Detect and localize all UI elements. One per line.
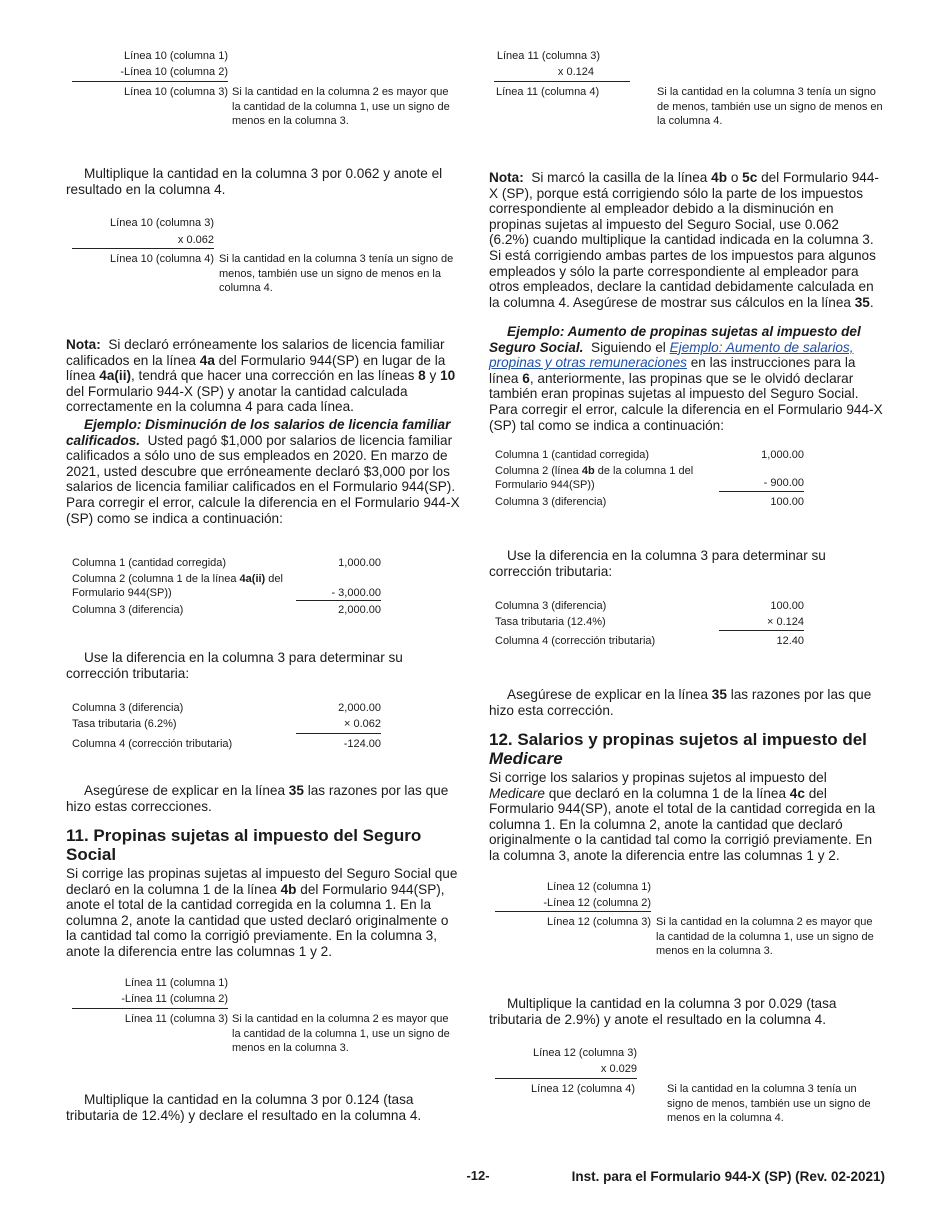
divider	[719, 491, 804, 492]
paragraph: Multiplique la cantidad en la columna 3 por 0.029 (tasa tributaria de 2.9%) y anote el resultado en la columna 4.	[489, 996, 837, 1027]
paragraph: Multiplique la cantidad en la columna 3 por 0.124 (tasa tributaria de 12.4%) y declare el resultado en la columna 4.	[66, 1092, 422, 1123]
text: que declaró en la columna 1 de la línea	[548, 785, 787, 801]
divider	[296, 733, 381, 734]
ejemplo-paragraph	[489, 324, 883, 433]
text: del Formulario 944-X (SP), porque está corrigiendo sólo la parte de los impuestos correspondiente al empleador debido a la disminución en propinas sujetas al impuesto del Seguro Social, use 0.062 (6.2%) cuando multiplique la cantidad indicada en la columna 3. Si está corrigiendo ambas partes de los impuestos para algunos empleados y sólo la parte correspondiente al empleador para otros empleados, declare la cantidad debidamente calculada en la columna 4. Asegúrese de mostrar sus cálculos en la línea	[489, 170, 879, 310]
paragraph: Use la diferencia en la columna 3 para determinar su corrección tributaria:	[489, 548, 826, 579]
table-value: 2,000.00	[338, 702, 381, 714]
paragraph	[66, 866, 460, 960]
text: Columna 2 (línea	[495, 465, 579, 477]
table-value: 100.00	[770, 600, 804, 612]
table-value: - 900.00	[763, 477, 804, 489]
text: del Formulario 944(SP))	[72, 573, 283, 599]
paragraph	[66, 783, 458, 814]
text: del Formulario 944(SP), anote el total de la cantidad corregida en la columna 1. En la columna 2, anote la cantidad que usted declaró originalmente o la cantidad tal como la corrigió previamente. En la columna 3, anote la diferencia entre las columnas 1 y 2.	[66, 881, 449, 959]
text: de la columna 1 del Formulario 944(SP))	[495, 465, 694, 491]
ejemplo-link[interactable]: Ejemplo: Aumento de salarios, propinas y otras remuneraciones	[489, 339, 854, 371]
table-value: -124.00	[343, 738, 381, 750]
text: , tendrá que hacer una corrección en las líneas	[131, 368, 415, 384]
text: Asegúrese de explicar en la línea	[84, 783, 286, 798]
divider	[494, 81, 630, 82]
text: .	[869, 294, 874, 310]
divider	[495, 911, 651, 912]
calc-row: Línea 10 (columna 3)	[124, 86, 228, 98]
text: Usted pagó $1,000 por salarios de licencia familiar calificados a sólo uno de sus empleados en 2020. En marzo de 2021, usted descubre que erróneamente declaró $3,000 por los salarios de licencia familiar calificados en el Formulario 944(SP). Para corregir el error, calcule la diferencia en el Formulario 944-X (SP) como se indica a continuación:	[66, 432, 460, 526]
nota-paragraph	[489, 170, 881, 310]
table-label: Columna 1 (cantidad corregida)	[495, 449, 650, 461]
text-bold: 10	[440, 368, 456, 384]
section-heading	[489, 730, 881, 768]
table-label: Tasa tributaria (12.4%)	[495, 616, 606, 628]
calc-note: Si la cantidad en la columna 2 es mayor que la cantidad de la columna 1, use un signo de menos en la columna 3.	[232, 86, 450, 127]
text-bold: 4c	[789, 785, 805, 801]
calc-row: Línea 12 (columna 3)	[533, 1047, 637, 1059]
text: del Formulario 944(SP), anote el total de la cantidad corregida en la columna 1. En la columna 2, anote la cantidad que declaró originalmente o la cantidad tal como la corrigió previamente. En la columna 3, anote la diferencia entre las columnas 1 y 2.	[489, 785, 876, 863]
text: 12. Salarios y propinas sujetos al impuesto del	[489, 730, 867, 749]
text: Siguiendo el	[591, 339, 666, 355]
text: o	[730, 170, 739, 185]
text: Si marcó la casilla de la línea	[531, 170, 708, 185]
calc-row: Línea 12 (columna 4)	[531, 1083, 635, 1095]
table-label: Columna 3 (diferencia)	[72, 604, 184, 616]
table-value: × 0.124	[766, 616, 804, 628]
calc-row: Línea 11 (columna 3)	[496, 50, 600, 62]
calc-row: -Línea 12 (columna 2)	[543, 897, 651, 909]
text: en las instrucciones para la línea	[489, 355, 856, 386]
text-italic: Medicare	[489, 749, 563, 768]
text: , anteriormente, las propinas que se le olvidó declarar también eran propinas sujetas al impuesto del Seguro Social. Para corregir el error, calcule la diferencia en el Formulario 944-X (SP) tal como se indica a continuación:	[489, 370, 883, 433]
calc-row: Línea 10 (columna 3)	[110, 217, 214, 229]
text-bold: 4a(ii)	[239, 573, 266, 585]
divider	[72, 81, 228, 82]
text-bold: 35	[854, 294, 870, 310]
calc-note: Si la cantidad en la columna 3 tenía un signo de menos, también use un signo de menos en la columna 4.	[219, 253, 454, 294]
text: Asegúrese de explicar en la línea	[507, 687, 709, 702]
text: las razones por las que hizo estas correcciones.	[66, 783, 449, 814]
calc-note: Si la cantidad en la columna 3 tenía un signo de menos, también use un signo de menos en la columna 4.	[667, 1083, 871, 1124]
calc-row: Línea 11 (columna 3)	[124, 1013, 228, 1025]
text-bold: 5c	[742, 170, 758, 185]
calc-row: Línea 12 (columna 1)	[547, 881, 651, 893]
calc-row: Línea 10 (columna 4)	[110, 253, 214, 265]
table-value: 12.40	[776, 635, 804, 647]
calc-row: Línea 11 (columna 4)	[496, 86, 600, 98]
nota-paragraph	[66, 337, 458, 415]
calc-row: x 0.124	[557, 66, 594, 78]
table-label	[72, 572, 292, 600]
section-heading: 11. Propinas sujetas al impuesto del Seguro Social	[66, 826, 422, 864]
text: del Formulario 944-X (SP) y anotar la cantidad calculada correctamente en la columna 4 para cada línea.	[66, 383, 408, 415]
text-bold: 8	[418, 368, 426, 384]
footer-title: Inst. para el Formulario 944-X (SP) (Rev. 02-2021)	[571, 1169, 885, 1184]
text: y	[429, 368, 437, 384]
table-value: × 0.062	[343, 718, 381, 730]
text: las razones por las que hizo esta corrección.	[489, 687, 872, 718]
nota-label: Nota:	[489, 170, 524, 185]
page-number: -12-	[466, 1168, 490, 1183]
paragraph	[489, 687, 881, 718]
divider	[296, 600, 381, 601]
table-value: - 3,000.00	[331, 587, 381, 599]
divider	[495, 1078, 637, 1079]
divider	[719, 630, 804, 631]
text: del Formulario 944(SP) en lugar de la línea	[66, 352, 446, 384]
table-label: Columna 3 (diferencia)	[72, 702, 184, 714]
text: Si corrige los salarios y propinas sujetos al impuesto del	[489, 770, 827, 785]
text-bold: 4a	[199, 352, 215, 368]
table-label: Columna 1 (cantidad corregida)	[72, 557, 227, 569]
calc-row: x 0.062	[177, 234, 214, 246]
divider	[72, 1008, 228, 1009]
text-bold: 35	[711, 687, 727, 702]
calc-note: Si la cantidad en la columna 2 es mayor que la cantidad de la columna 1, use un signo de menos en la columna 3.	[232, 1013, 450, 1054]
text-bold: 4b	[711, 170, 728, 185]
table-value: 1,000.00	[761, 449, 804, 461]
table-label: Columna 4 (corrección tributaria)	[72, 738, 233, 750]
text-bold: 6	[522, 370, 530, 386]
text-bold: 4b	[280, 881, 297, 897]
text-bold: 4b	[581, 465, 595, 477]
table-label: Columna 3 (diferencia)	[495, 600, 607, 612]
text-bold: 35	[288, 783, 304, 798]
text: Columna 2 (columna 1 de la línea	[72, 573, 237, 585]
table-label: Columna 3 (diferencia)	[495, 496, 607, 508]
table-label	[495, 464, 715, 492]
paragraph	[489, 770, 883, 864]
table-value: 100.00	[770, 496, 804, 508]
paragraph: Use la diferencia en la columna 3 para determinar su corrección tributaria:	[66, 650, 403, 681]
paragraph: Multiplique la cantidad en la columna 3 por 0.062 y anote el resultado en la columna 4.	[66, 166, 443, 197]
calc-note: Si la cantidad en la columna 2 es mayor que la cantidad de la columna 1, use un signo de menos en la columna 3.	[656, 916, 874, 957]
divider	[72, 248, 214, 249]
calc-row: Línea 10 (columna 1)	[124, 50, 228, 62]
ejemplo-title: Ejemplo: Aumento de propinas sujetas al impuesto del Seguro Social.	[489, 324, 861, 355]
calc-note: Si la cantidad en la columna 3 tenía un signo de menos, también use un signo de menos en la columna 4.	[657, 86, 883, 127]
nota-label: Nota:	[66, 337, 101, 352]
table-label: Columna 4 (corrección tributaria)	[495, 635, 656, 647]
text: Si declaró erróneamente los salarios de licencia familiar calificados en la línea	[66, 337, 445, 368]
calc-row: -Línea 10 (columna 2)	[120, 66, 228, 78]
calc-row: x 0.029	[600, 1063, 637, 1075]
ejemplo-title: Ejemplo: Disminución de los salarios de licencia familiar calificados.	[66, 417, 451, 448]
table-label: Tasa tributaria (6.2%)	[72, 718, 177, 730]
ejemplo-paragraph	[66, 417, 460, 526]
table-value: 1,000.00	[338, 557, 381, 569]
calc-row: Línea 12 (columna 3)	[547, 916, 651, 928]
text-italic: Medicare	[489, 785, 545, 801]
table-value: 2,000.00	[338, 604, 381, 616]
calc-row: -Línea 11 (columna 2)	[121, 993, 228, 1005]
calc-row: Línea 11 (columna 1)	[124, 977, 228, 989]
text-bold: 4a(ii)	[99, 368, 131, 384]
text: Si corrige las propinas sujetas al impuesto del Seguro Social que declaró en la columna 1 de la línea	[66, 866, 458, 897]
